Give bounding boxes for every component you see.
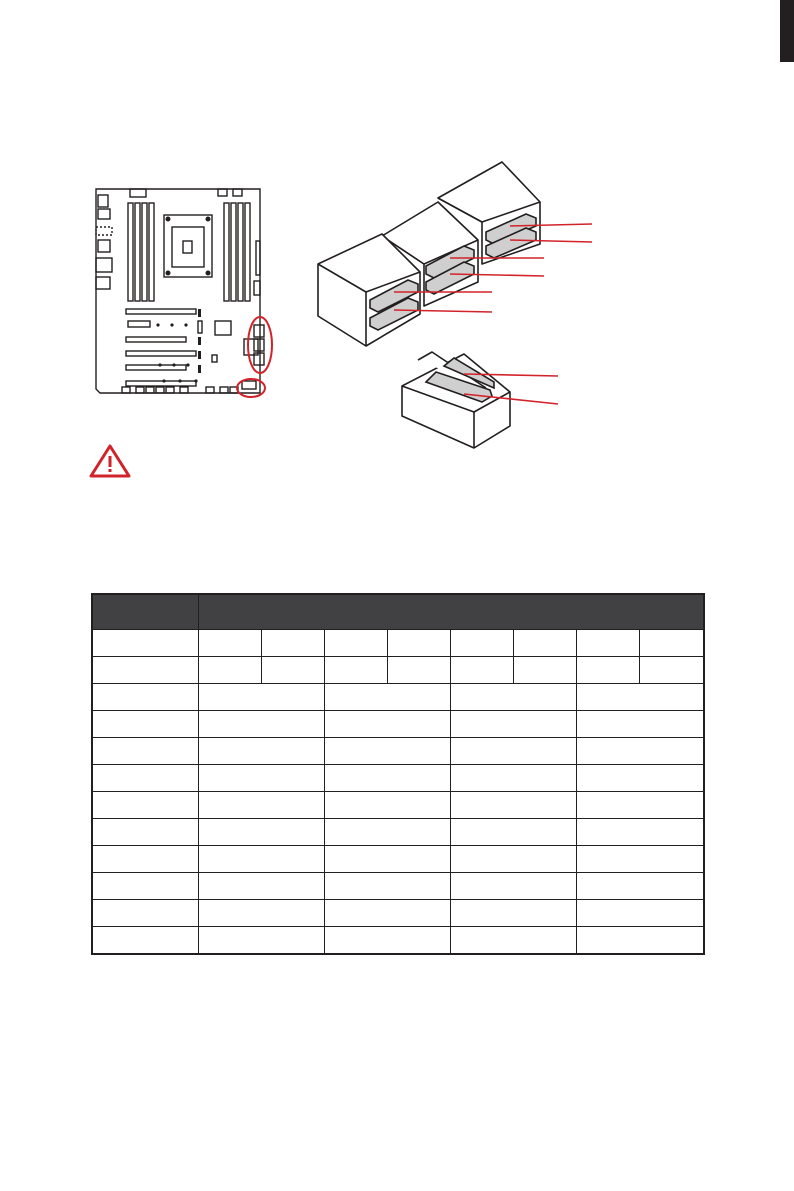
sata-connectors-diagram (314, 160, 604, 460)
table-cell (198, 657, 261, 684)
table-cell (576, 738, 704, 765)
table-cell (324, 657, 387, 684)
table-cell (92, 711, 198, 738)
table-cell (92, 819, 198, 846)
table-cell (450, 630, 513, 657)
table-cell (198, 738, 324, 765)
table-header-row (92, 594, 704, 630)
table-cell (198, 900, 324, 927)
table-cell (92, 657, 198, 684)
table-cell (324, 711, 450, 738)
table-cell (261, 630, 324, 657)
sata-table (91, 593, 705, 955)
table-cell (198, 630, 261, 657)
table-cell (450, 765, 576, 792)
table-row (92, 657, 704, 684)
warning-triangle-icon (88, 443, 132, 479)
table-cell (324, 684, 450, 711)
table-cell (324, 873, 450, 900)
table-cell (324, 900, 450, 927)
table-cell (576, 873, 704, 900)
table-cell (450, 657, 513, 684)
table-cell (450, 900, 576, 927)
table-header-cell (198, 594, 704, 630)
table-cell (576, 711, 704, 738)
table-row (92, 819, 704, 846)
table-cell (198, 873, 324, 900)
table-cell (450, 684, 576, 711)
table-cell (450, 792, 576, 819)
table-row (92, 927, 704, 955)
motherboard-diagram (88, 185, 278, 405)
table-row (92, 630, 704, 657)
table-cell (450, 738, 576, 765)
table-cell (198, 765, 324, 792)
table-row (92, 900, 704, 927)
table-cell (324, 846, 450, 873)
table-cell (576, 630, 639, 657)
table-cell (198, 711, 324, 738)
table-header-cell (92, 594, 198, 630)
table-cell (513, 657, 576, 684)
table-cell (324, 819, 450, 846)
table-cell (513, 630, 576, 657)
table-row (92, 792, 704, 819)
table-cell (198, 846, 324, 873)
table-cell (92, 873, 198, 900)
table-cell (198, 792, 324, 819)
table-cell (450, 846, 576, 873)
table-cell (324, 738, 450, 765)
table-cell (324, 927, 450, 955)
table-cell (92, 684, 198, 711)
table-row (92, 738, 704, 765)
table-cell (576, 657, 639, 684)
table-cell (198, 684, 324, 711)
table-cell (639, 630, 704, 657)
table-cell (576, 765, 704, 792)
table-cell (324, 765, 450, 792)
table-cell (324, 630, 387, 657)
table-cell (450, 819, 576, 846)
table-cell (639, 657, 704, 684)
table-cell (576, 819, 704, 846)
table-cell (576, 684, 704, 711)
table-cell (92, 927, 198, 955)
table-cell (92, 630, 198, 657)
table-cell (92, 792, 198, 819)
table-cell (92, 738, 198, 765)
table-cell (576, 846, 704, 873)
table-cell (261, 657, 324, 684)
table-row (92, 873, 704, 900)
table-row (92, 711, 704, 738)
table-row (92, 684, 704, 711)
table-cell (198, 819, 324, 846)
table-cell (324, 792, 450, 819)
table-cell (450, 873, 576, 900)
page-edge-tab (780, 0, 794, 62)
table-cell (92, 900, 198, 927)
table-row (92, 846, 704, 873)
table-cell (92, 765, 198, 792)
table-cell (576, 792, 704, 819)
table-row (92, 765, 704, 792)
table-cell (576, 900, 704, 927)
table-cell (576, 927, 704, 955)
table-cell (450, 927, 576, 955)
table-cell (92, 846, 198, 873)
table-cell (198, 927, 324, 955)
table-cell (387, 657, 450, 684)
table-cell (387, 630, 450, 657)
table-cell (450, 711, 576, 738)
